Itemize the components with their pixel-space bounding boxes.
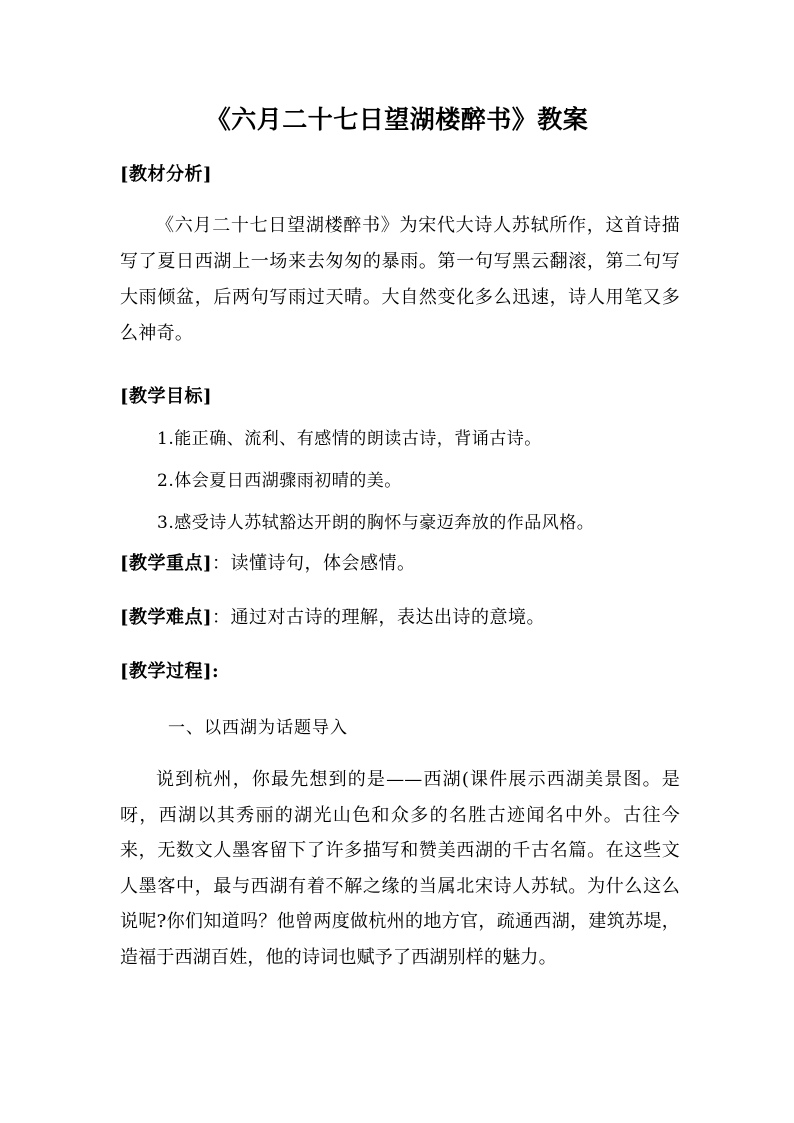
key-points-label: [教学重点] [120, 553, 213, 574]
analysis-paragraph: 《六月二十七日望湖楼醉书》为宋代大诗人苏轼所作，这首诗描写了夏日西湖上一场来去匆匆的暴雨。第一句写黑云翻滚，第二句写大雨倾盆，后两句写雨过天晴。大自然变化多么迅速，诗人用笔又多么神奇。 [120, 215, 680, 344]
difficulties-text: ：通过对古诗的理解，表达出诗的意境。 [212, 607, 546, 628]
document-title: 《六月二十七日望湖楼醉书》教案 [205, 105, 589, 134]
difficulties-label: [教学难点] [120, 607, 213, 628]
heading-goals: [教学目标] [120, 386, 213, 407]
heading-process: [教学过程]: [120, 661, 220, 682]
process-step-one-title: 一、以西湖为话题导入 [168, 718, 348, 738]
goal-item-2: 2.体会夏日西湖骤雨初晴的美。 [157, 471, 402, 491]
process-step-one-paragraph: 说到杭州，你最先想到的是——西湖(课件展示西湖美景图。是呀，西湖以其秀丽的湖光山色和众多的名胜古迹闻名中外。古往今来，无数文人墨客留下了许多描写和赞美西湖的千古名篇。在这些文人墨客中，最与西湖有着不解之缘的当属北宋诗人苏轼。为什么这么说呢?你们知道吗？他曾两度做杭州的地方官，疏通西湖，建筑苏堤，造福于西湖百姓，他的诗词也赋予了西湖别样的魅力。 [120, 769, 680, 968]
key-points-text: ：读懂诗句，体会感情。 [212, 553, 416, 574]
key-points-row [120, 549, 416, 575]
heading-analysis: [教材分析] [120, 164, 213, 185]
goal-item-1: 1.能正确、流利、有感情的朗读古诗，背诵古诗。 [157, 429, 542, 449]
goal-item-3: 3.感受诗人苏轼豁达开朗的胸怀与豪迈奔放的作品风格。 [157, 513, 595, 533]
difficulties-row [120, 603, 545, 629]
